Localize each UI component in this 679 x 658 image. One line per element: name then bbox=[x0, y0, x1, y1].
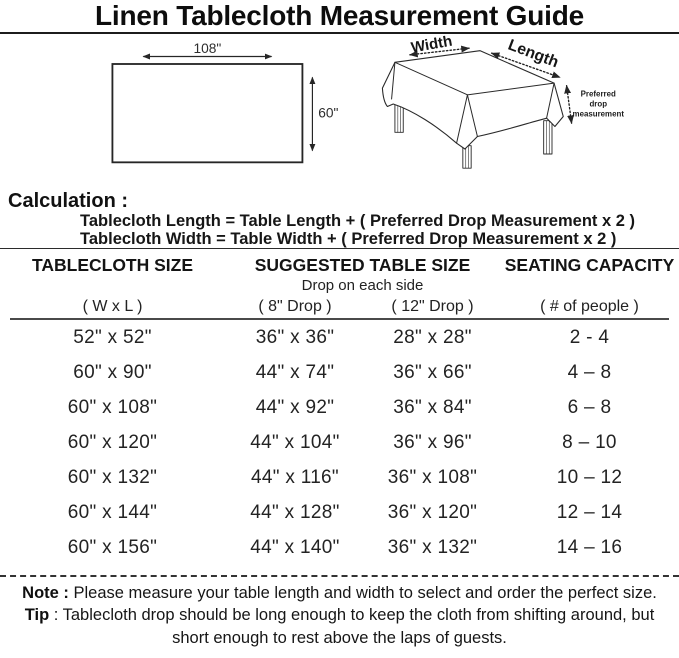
tablecloth-size-value: 60" x 132" bbox=[67, 466, 158, 488]
page-title: Linen Tablecloth Measurement Guide bbox=[95, 0, 584, 31]
tablecloth-size-value: 60" x 156" bbox=[67, 536, 158, 558]
table-size-8drop-value: 36" x 36" bbox=[255, 326, 335, 348]
table-size-8drop-value: 44" x 116" bbox=[251, 466, 339, 488]
subheader-wxl: ( W x L ) bbox=[82, 298, 143, 315]
table-size-12drop-value: 36" x 132" bbox=[387, 536, 478, 558]
calculation-length-formula: Tablecloth Length = Table Length + ( Preferred Drop Measurement x 2 ) bbox=[80, 212, 635, 230]
subheader-12in-drop: ( 12" Drop ) bbox=[391, 298, 474, 315]
subheader-people: ( # of people ) bbox=[540, 298, 639, 315]
table-size-12drop-value: 28" x 28" bbox=[393, 326, 472, 348]
calculation-heading: Calculation : bbox=[8, 190, 129, 212]
subheader-8in-drop: ( 8" Drop ) bbox=[258, 298, 332, 315]
tablecloth-rectangle bbox=[112, 64, 302, 162]
note-line bbox=[0, 582, 679, 604]
seating-capacity-value: 8 – 10 bbox=[562, 431, 617, 453]
size-table-subheader-row bbox=[0, 295, 679, 318]
height-dimension-label: 60" bbox=[318, 105, 339, 121]
column-header-seating-capacity: SEATING CAPACITY bbox=[504, 255, 675, 275]
table-row bbox=[0, 320, 679, 355]
note-text: Please measure your table length and width to select and order the perfect size. bbox=[73, 584, 657, 602]
drop-on-each-side-label: Drop on each side bbox=[301, 277, 424, 294]
tablecloth-size-value: 60" x 120" bbox=[67, 431, 158, 453]
size-table-subtitle-row bbox=[0, 277, 679, 295]
table-row bbox=[0, 425, 679, 460]
svg-text:drop: drop bbox=[589, 99, 608, 109]
width-dimension-label: 108" bbox=[193, 41, 222, 57]
table-row bbox=[0, 355, 679, 390]
tablecloth-drape bbox=[382, 51, 563, 149]
size-table-header bbox=[0, 249, 679, 277]
tip-line-1 bbox=[0, 604, 679, 627]
seating-capacity-value: 12 – 14 bbox=[556, 501, 623, 523]
tip-label: Tip bbox=[24, 606, 50, 624]
table-size-8drop-value: 44" x 128" bbox=[250, 501, 340, 523]
cloth-width-label: Width bbox=[409, 32, 454, 57]
table-size-12drop-value: 36" x 66" bbox=[393, 361, 472, 383]
seating-capacity-value: 2 - 4 bbox=[569, 326, 610, 348]
drop-measurement-arrow bbox=[567, 86, 572, 123]
table-row bbox=[0, 495, 679, 530]
table-row bbox=[0, 390, 679, 425]
notes-section bbox=[0, 577, 679, 649]
seating-capacity-value: 4 – 8 bbox=[567, 361, 612, 383]
tip-text-1: : Tablecloth drop should be long enough to keep the cloth from shifting around, but bbox=[53, 606, 655, 624]
flat-tablecloth-diagram bbox=[112, 41, 338, 162]
table-size-12drop-value: 36" x 108" bbox=[387, 466, 478, 488]
table-row bbox=[0, 460, 679, 495]
table-size-12drop-value: 36" x 120" bbox=[387, 501, 478, 523]
tablecloth-size-value: 52" x 52" bbox=[73, 326, 152, 348]
tip-text-2: short enough to rest above the laps of guests. bbox=[172, 628, 507, 647]
tablecloth-size-value: 60" x 90" bbox=[73, 361, 152, 383]
table-leg-right bbox=[544, 121, 552, 154]
svg-text:measurement: measurement bbox=[572, 109, 624, 119]
table-size-12drop-value: 36" x 84" bbox=[393, 396, 472, 418]
page-header bbox=[0, 0, 679, 34]
column-header-tablecloth-size: TABLECLOTH SIZE bbox=[31, 255, 194, 275]
table-size-8drop-value: 44" x 92" bbox=[255, 396, 335, 418]
table-illustration bbox=[382, 33, 624, 169]
cloth-length-label: Length bbox=[505, 36, 561, 72]
table-size-12drop-value: 36" x 96" bbox=[393, 431, 472, 453]
size-table bbox=[0, 248, 679, 565]
table-row bbox=[0, 530, 679, 565]
table-size-8drop-value: 44" x 140" bbox=[250, 536, 340, 558]
calculation-width-formula: Tablecloth Width = Table Width + ( Preferred Drop Measurement x 2 ) bbox=[80, 229, 617, 248]
seating-capacity-value: 6 – 8 bbox=[567, 396, 612, 418]
tablecloth-size-value: 60" x 144" bbox=[67, 501, 158, 523]
note-label: Note : bbox=[22, 584, 69, 602]
tablecloth-size-value: 60" x 108" bbox=[67, 396, 158, 418]
drop-measurement-label bbox=[573, 90, 625, 119]
seating-capacity-value: 14 – 16 bbox=[556, 536, 623, 558]
svg-text:Preferred: Preferred bbox=[580, 89, 616, 99]
seating-capacity-value: 10 – 12 bbox=[556, 466, 623, 488]
column-header-suggested-table-size: SUGGESTED TABLE SIZE bbox=[254, 255, 471, 275]
diagrams-svg bbox=[0, 34, 679, 204]
table-size-8drop-value: 44" x 74" bbox=[255, 361, 335, 383]
tip-line-2 bbox=[0, 627, 679, 650]
table-size-8drop-value: 44" x 104" bbox=[250, 431, 340, 453]
diagram-band bbox=[0, 34, 679, 190]
